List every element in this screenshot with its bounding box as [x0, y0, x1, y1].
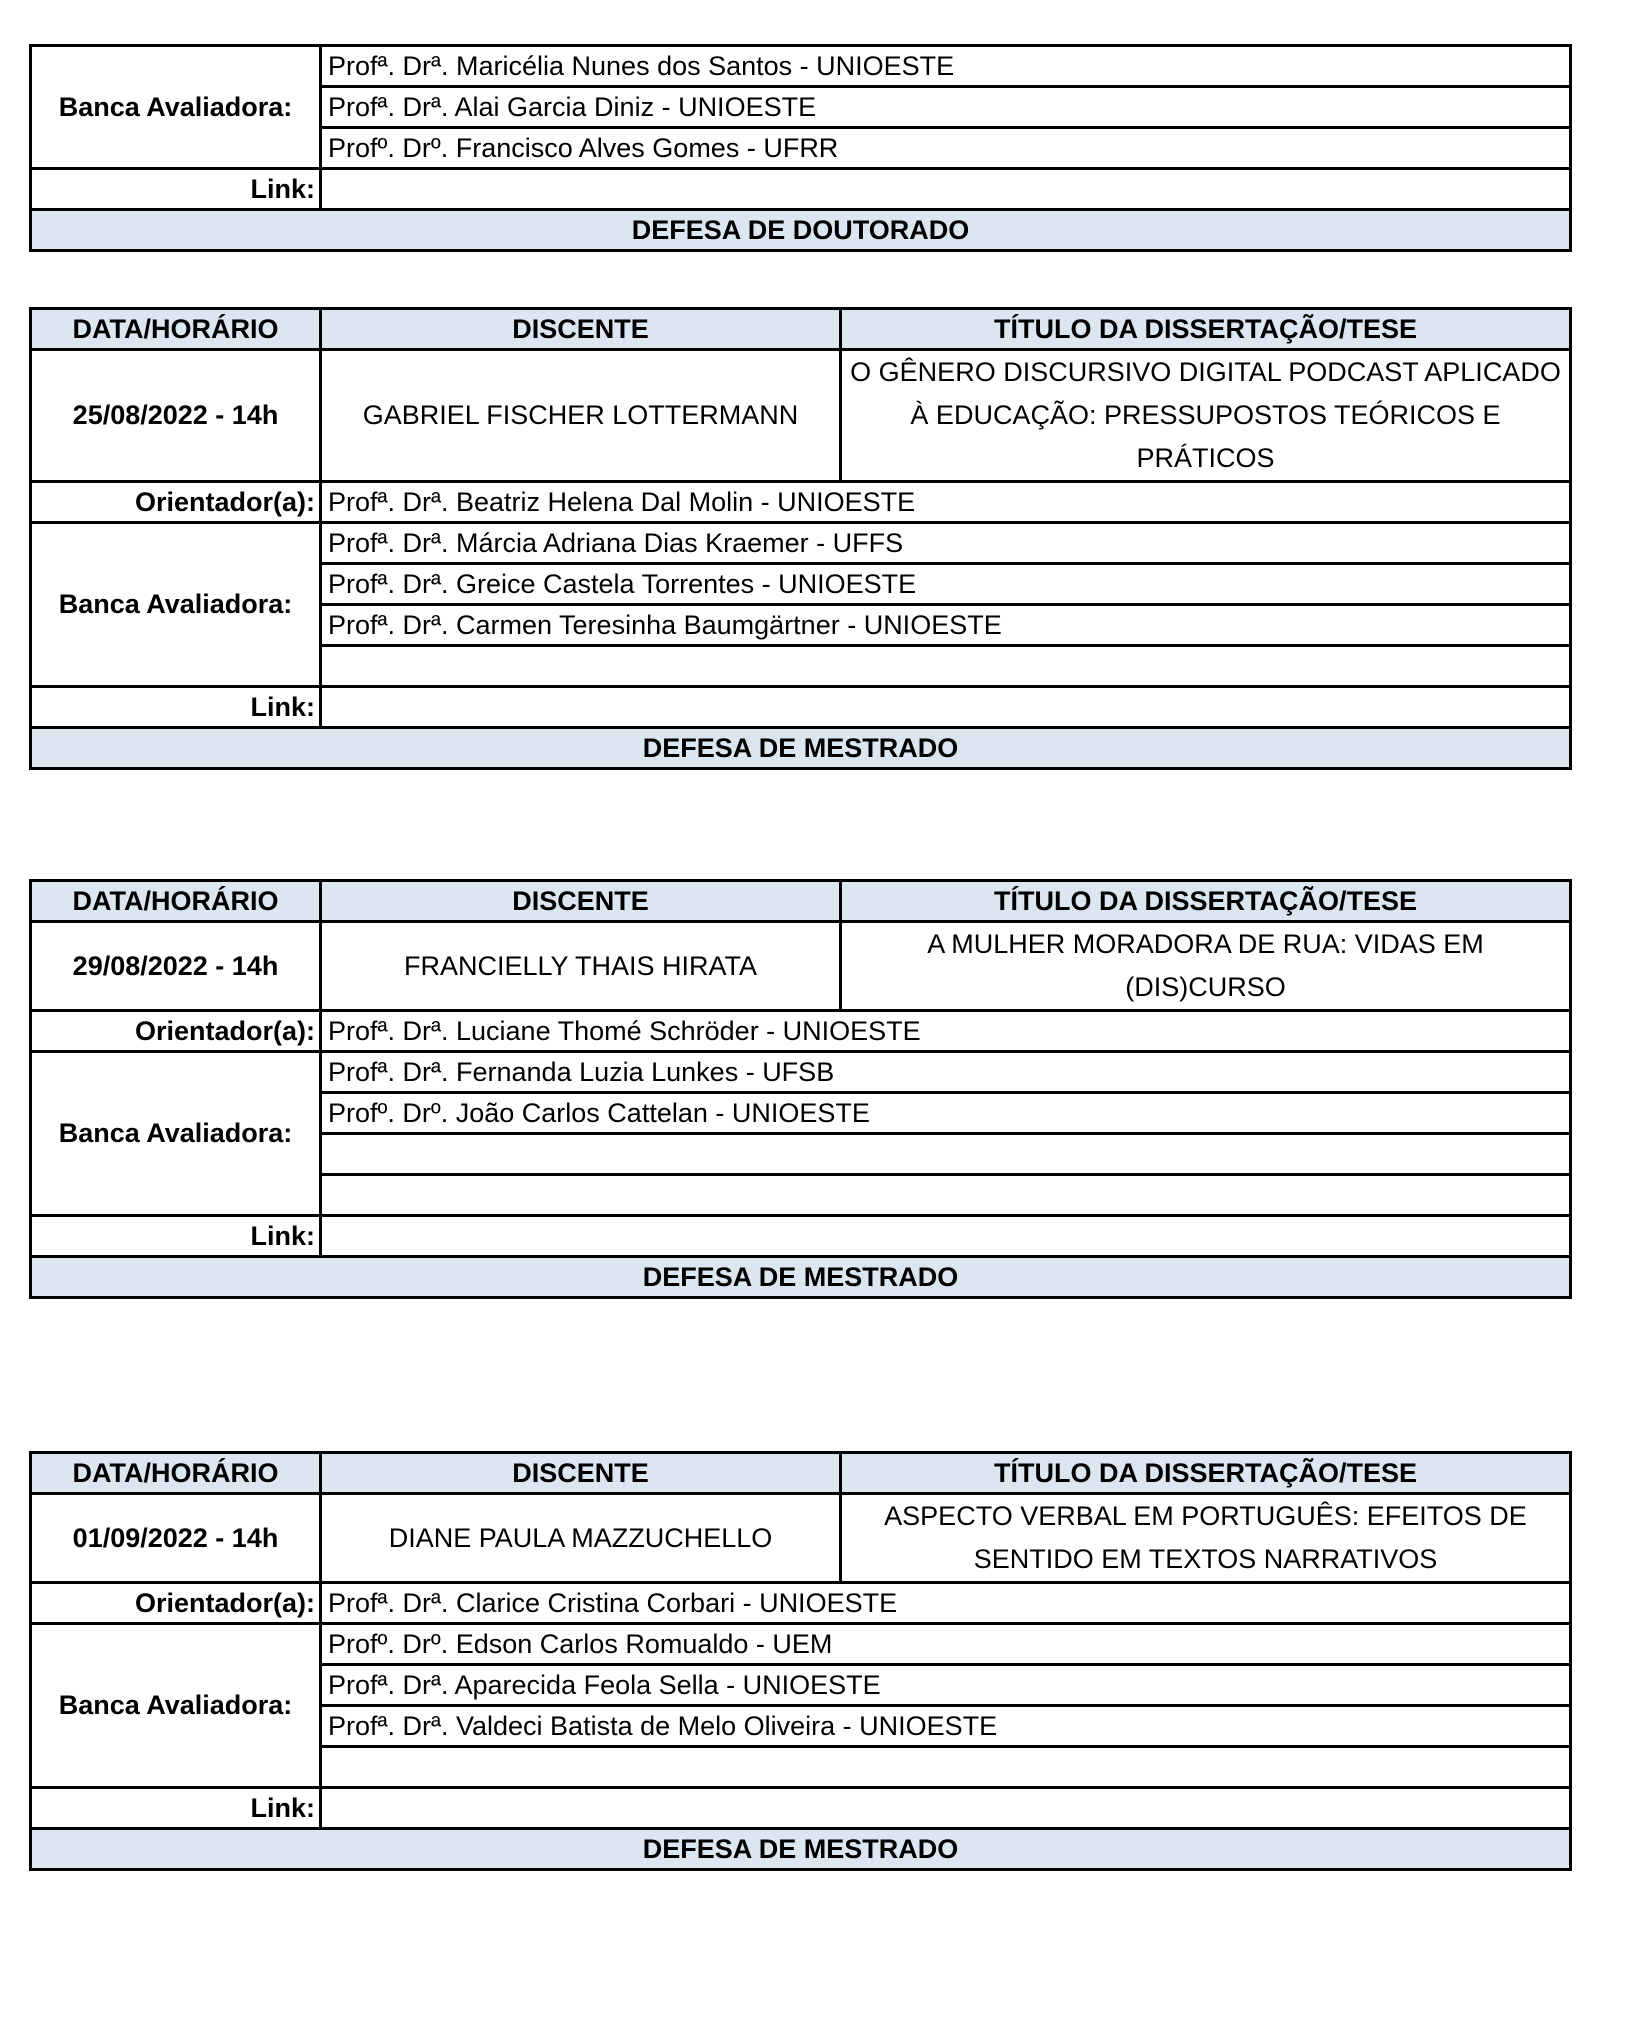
student-name: FRANCIELLY THAIS HIRATA: [321, 922, 841, 1011]
defense-date: 01/09/2022 - 14h: [31, 1494, 321, 1583]
header-student: DISCENTE: [321, 881, 841, 922]
banca-member: Profª. Drª. Alai Garcia Diniz - UNIOESTE: [321, 87, 1571, 128]
banca-member: Profº. Drº. João Carlos Cattelan - UNIOESTE: [321, 1093, 1571, 1134]
defense-type: DEFESA DE MESTRADO: [31, 728, 1571, 769]
banca-member: Profº. Drº. Edson Carlos Romualdo - UEM: [321, 1624, 1571, 1665]
student-name: DIANE PAULA MAZZUCHELLO: [321, 1494, 841, 1583]
banca-member: Profª. Drª. Aparecida Feola Sella - UNIOESTE: [321, 1665, 1571, 1706]
header-student: DISCENTE: [321, 1453, 841, 1494]
defense-date: 25/08/2022 - 14h: [31, 350, 321, 482]
banca-label: Banca Avaliadora:: [31, 46, 321, 169]
banca-member: Profª. Drª. Fernanda Luzia Lunkes - UFSB: [321, 1052, 1571, 1093]
banca-member: Profª. Drª. Valdeci Batista de Melo Oliveira - UNIOESTE: [321, 1706, 1571, 1747]
link-label: Link:: [31, 1216, 321, 1257]
link-field: [321, 687, 1571, 728]
banca-member: [321, 646, 1571, 687]
thesis-title: A MULHER MORADORA DE RUA: VIDAS EM (DIS)CURSO: [841, 922, 1571, 1011]
defense-block-3: [29, 1451, 1572, 1871]
banca-label: Banca Avaliadora:: [31, 1052, 321, 1216]
header-title: TÍTULO DA DISSERTAÇÃO/TESE: [841, 309, 1571, 350]
defense-type: DEFESA DE MESTRADO: [31, 1829, 1571, 1870]
banca-member: Profª. Drª. Greice Castela Torrentes - UNIOESTE: [321, 564, 1571, 605]
banca-member: [321, 1175, 1571, 1216]
student-name: GABRIEL FISCHER LOTTERMANN: [321, 350, 841, 482]
top-defense-block: [29, 44, 1572, 252]
defense-block-2: [29, 879, 1572, 1299]
link-field: [321, 1788, 1571, 1829]
orientador-name: Profª. Drª. Luciane Thomé Schröder - UNIOESTE: [321, 1011, 1571, 1052]
orientador-name: Profª. Drª. Clarice Cristina Corbari - UNIOESTE: [321, 1583, 1571, 1624]
header-date: DATA/HORÁRIO: [31, 1453, 321, 1494]
banca-member: [321, 1134, 1571, 1175]
link-field: [321, 1216, 1571, 1257]
banca-member: Profº. Drº. Francisco Alves Gomes - UFRR: [321, 128, 1571, 169]
defense-type: DEFESA DE MESTRADO: [31, 1257, 1571, 1298]
thesis-title: O GÊNERO DISCURSIVO DIGITAL PODCAST APLICADO À EDUCAÇÃO: PRESSUPOSTOS TEÓRICOS E PRÁTICOS: [841, 350, 1571, 482]
defense-date: 29/08/2022 - 14h: [31, 922, 321, 1011]
banca-label: Banca Avaliadora:: [31, 1624, 321, 1788]
header-student: DISCENTE: [321, 309, 841, 350]
orientador-name: Profª. Drª. Beatriz Helena Dal Molin - UNIOESTE: [321, 482, 1571, 523]
link-label: Link:: [31, 169, 321, 210]
header-date: DATA/HORÁRIO: [31, 309, 321, 350]
link-label: Link:: [31, 1788, 321, 1829]
header-date: DATA/HORÁRIO: [31, 881, 321, 922]
defense-block-1: [29, 307, 1572, 770]
header-title: TÍTULO DA DISSERTAÇÃO/TESE: [841, 1453, 1571, 1494]
banca-member: Profª. Drª. Carmen Teresinha Baumgärtner - UNIOESTE: [321, 605, 1571, 646]
orientador-label: Orientador(a):: [31, 482, 321, 523]
thesis-title: ASPECTO VERBAL EM PORTUGUÊS: EFEITOS DE SENTIDO EM TEXTOS NARRATIVOS: [841, 1494, 1571, 1583]
banca-member: Profª. Drª. Maricélia Nunes dos Santos - UNIOESTE: [321, 46, 1571, 87]
link-field: [321, 169, 1571, 210]
banca-member: [321, 1747, 1571, 1788]
banca-label: Banca Avaliadora:: [31, 523, 321, 687]
defense-type: DEFESA DE DOUTORADO: [31, 210, 1571, 251]
link-label: Link:: [31, 687, 321, 728]
banca-member: Profª. Drª. Márcia Adriana Dias Kraemer - UFFS: [321, 523, 1571, 564]
orientador-label: Orientador(a):: [31, 1011, 321, 1052]
orientador-label: Orientador(a):: [31, 1583, 321, 1624]
header-title: TÍTULO DA DISSERTAÇÃO/TESE: [841, 881, 1571, 922]
